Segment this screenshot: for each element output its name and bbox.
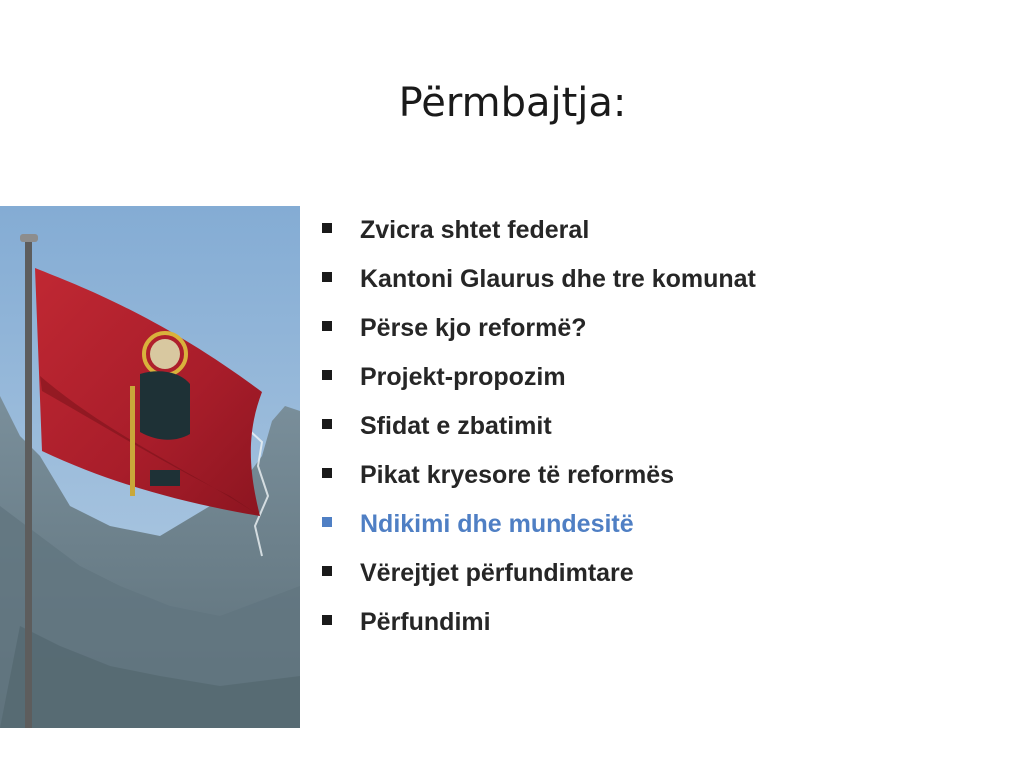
square-bullet-icon xyxy=(322,419,332,429)
square-bullet-icon xyxy=(322,370,332,380)
agenda-item-label: Përfundimi xyxy=(360,607,491,636)
square-bullet-icon xyxy=(322,223,332,233)
agenda-item-label: Zvicra shtet federal xyxy=(360,216,590,245)
square-bullet-icon xyxy=(322,468,332,478)
agenda-item-label: Pikat kryesore të reformës xyxy=(360,460,675,489)
flag-photo xyxy=(0,206,300,728)
square-bullet-icon xyxy=(322,566,332,576)
agenda-item-label: Sfidat e zbatimit xyxy=(360,412,552,440)
square-bullet-icon xyxy=(322,272,332,282)
agenda-item xyxy=(322,450,756,499)
agenda-item xyxy=(322,304,756,353)
slide-title: Përmbajtja: xyxy=(398,80,627,126)
agenda-item xyxy=(322,353,756,402)
square-bullet-icon xyxy=(322,321,332,331)
agenda-item-label: Projekt-propozim xyxy=(360,363,566,392)
agenda-item-label: Përse kjo reformë? xyxy=(360,314,587,343)
agenda-item xyxy=(322,206,756,255)
agenda-item-label: Ndikimi dhe mundesitë xyxy=(360,509,634,538)
square-bullet-icon xyxy=(322,517,332,527)
agenda-item-current xyxy=(322,499,756,548)
agenda-item xyxy=(322,402,756,451)
agenda-item-label: Kantoni Glaurus dhe tre komunat xyxy=(360,265,756,294)
agenda-item-label: Vërejtjet përfundimtare xyxy=(360,558,634,587)
agenda-item xyxy=(322,255,756,304)
agenda-list xyxy=(322,206,756,646)
agenda-item xyxy=(322,548,756,597)
square-bullet-icon xyxy=(322,615,332,625)
agenda-item xyxy=(322,597,756,646)
